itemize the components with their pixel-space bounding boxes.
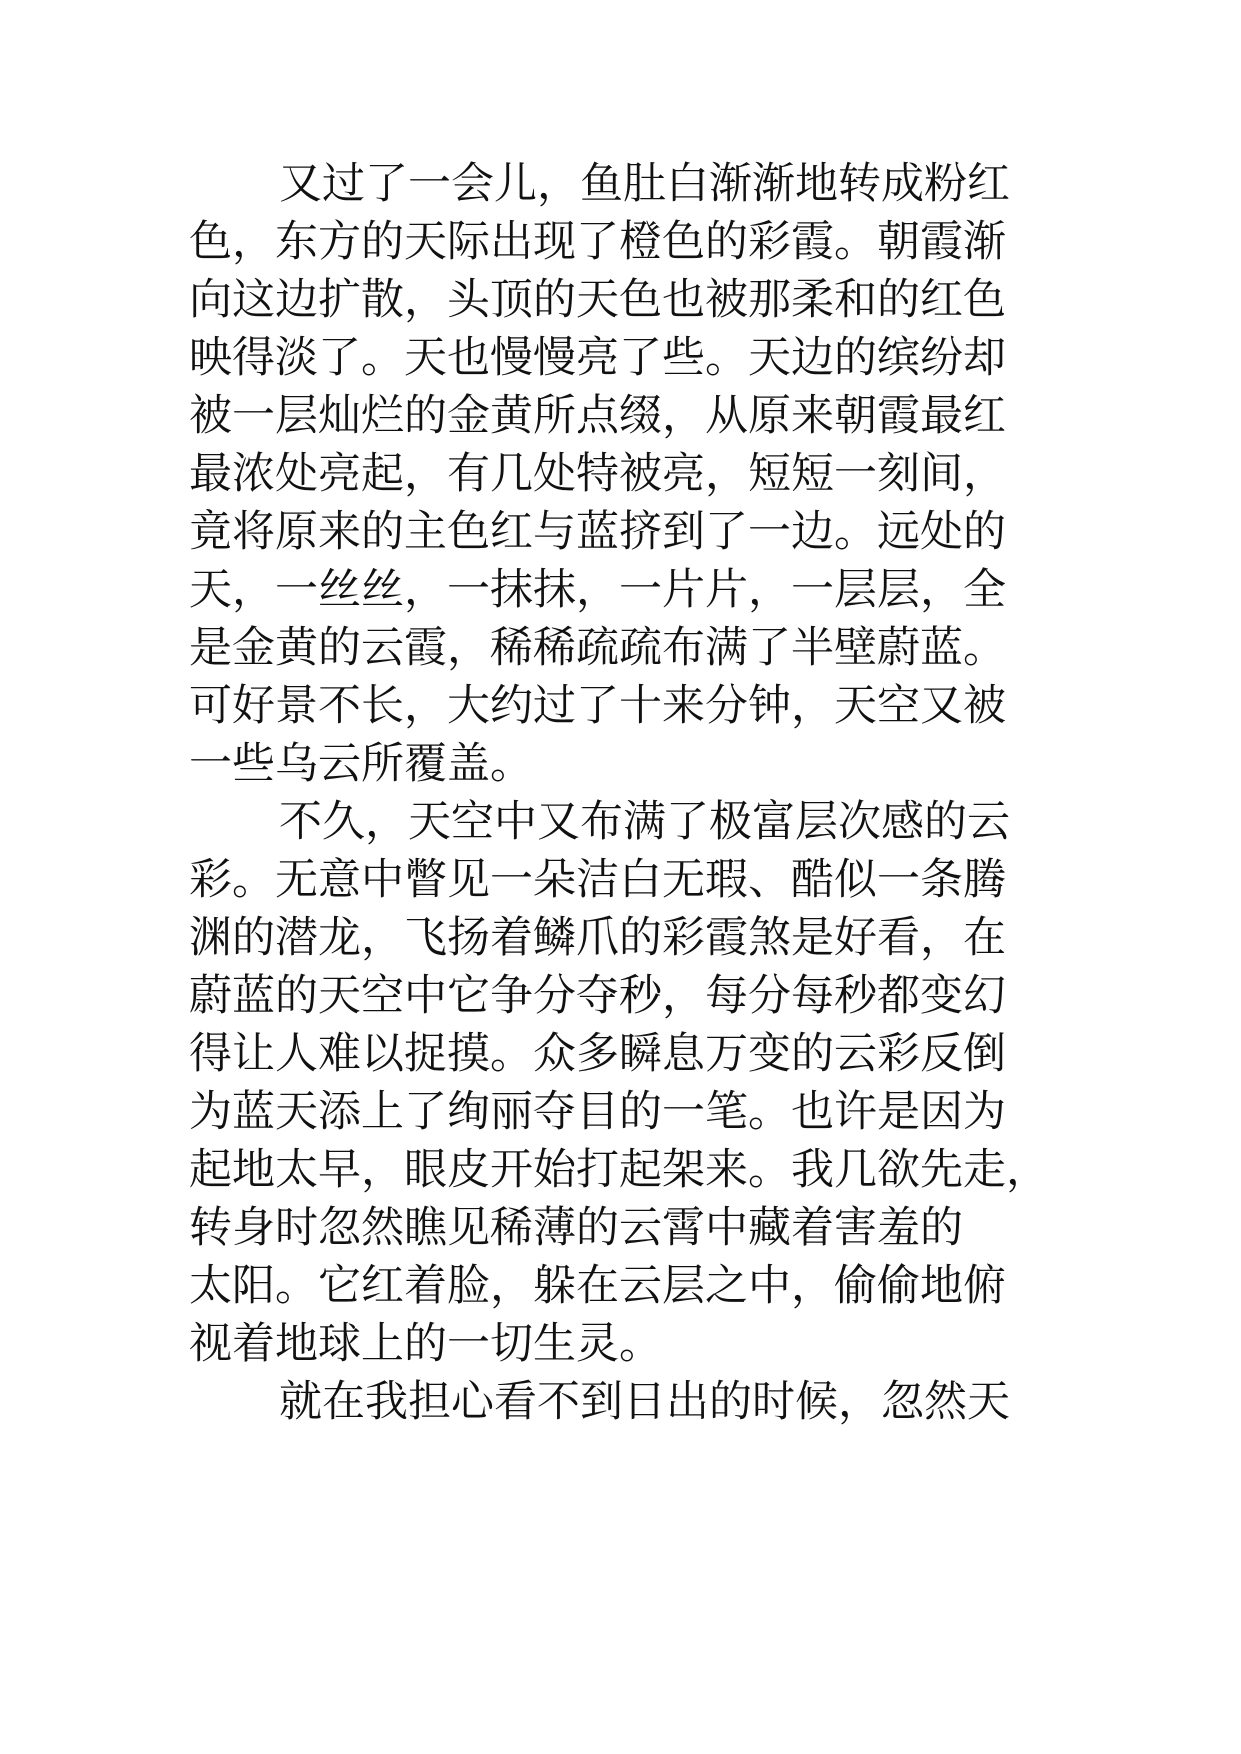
- text-line: 色，东方的天际出现了橙色的彩霞。朝霞渐: [189, 217, 1006, 267]
- text-line: 最浓处亮起，有几处特被亮，短短一刻间，: [189, 449, 1006, 499]
- text-line: 蔚蓝的天空中它争分夺秒，每分每秒都变幻: [189, 971, 1006, 1021]
- text-line: 起地太早，眼皮开始打起架来。我几欲先走，: [189, 1145, 1049, 1195]
- text-line: 就在我担心看不到日出的时候，忽然天: [279, 1377, 1010, 1427]
- paragraph-3: [189, 1373, 1089, 1431]
- text-line: 映得淡了。天也慢慢亮了些。天边的缤纷却: [189, 333, 1006, 383]
- text-line: 转身时忽然瞧见稀薄的云霄中藏着害羞的: [189, 1203, 963, 1253]
- text-line: 一些乌云所覆盖。: [189, 739, 533, 789]
- text-line: 视着地球上的一切生灵。: [189, 1319, 662, 1369]
- text-line: 向这边扩散，头顶的天色也被那柔和的红色: [189, 275, 1006, 325]
- paragraph-1: [189, 155, 1089, 793]
- text-line: 又过了一会儿，鱼肚白渐渐地转成粉红: [279, 159, 1010, 209]
- text-line: 天，一丝丝，一抹抹，一片片，一层层，全: [189, 565, 1006, 615]
- text-line: 可好景不长，大约过了十来分钟，天空又被: [189, 681, 1006, 731]
- text-line: 为蓝天添上了绚丽夺目的一笔。也许是因为: [189, 1087, 1006, 1137]
- text-line: 太阳。它红着脸，躲在云层之中，偷偷地俯: [189, 1261, 1006, 1311]
- text-line: 被一层灿烂的金黄所点缀，从原来朝霞最红: [189, 391, 1006, 441]
- body-text: [189, 155, 1089, 1431]
- text-line: 彩。无意中瞥见一朵洁白无瑕、酷似一条腾: [189, 855, 1006, 905]
- text-line: 不久，天空中又布满了极富层次感的云: [279, 797, 1010, 847]
- text-line: 得让人难以捉摸。众多瞬息万变的云彩反倒: [189, 1029, 1006, 1079]
- paragraph-2: [189, 793, 1089, 1373]
- text-line: 是金黄的云霞，稀稀疏疏布满了半壁蔚蓝。: [189, 623, 1006, 673]
- text-line: 竟将原来的主色红与蓝挤到了一边。远处的: [189, 507, 1006, 557]
- text-line: 渊的潜龙，飞扬着鳞爪的彩霞煞是好看，在: [189, 913, 1006, 963]
